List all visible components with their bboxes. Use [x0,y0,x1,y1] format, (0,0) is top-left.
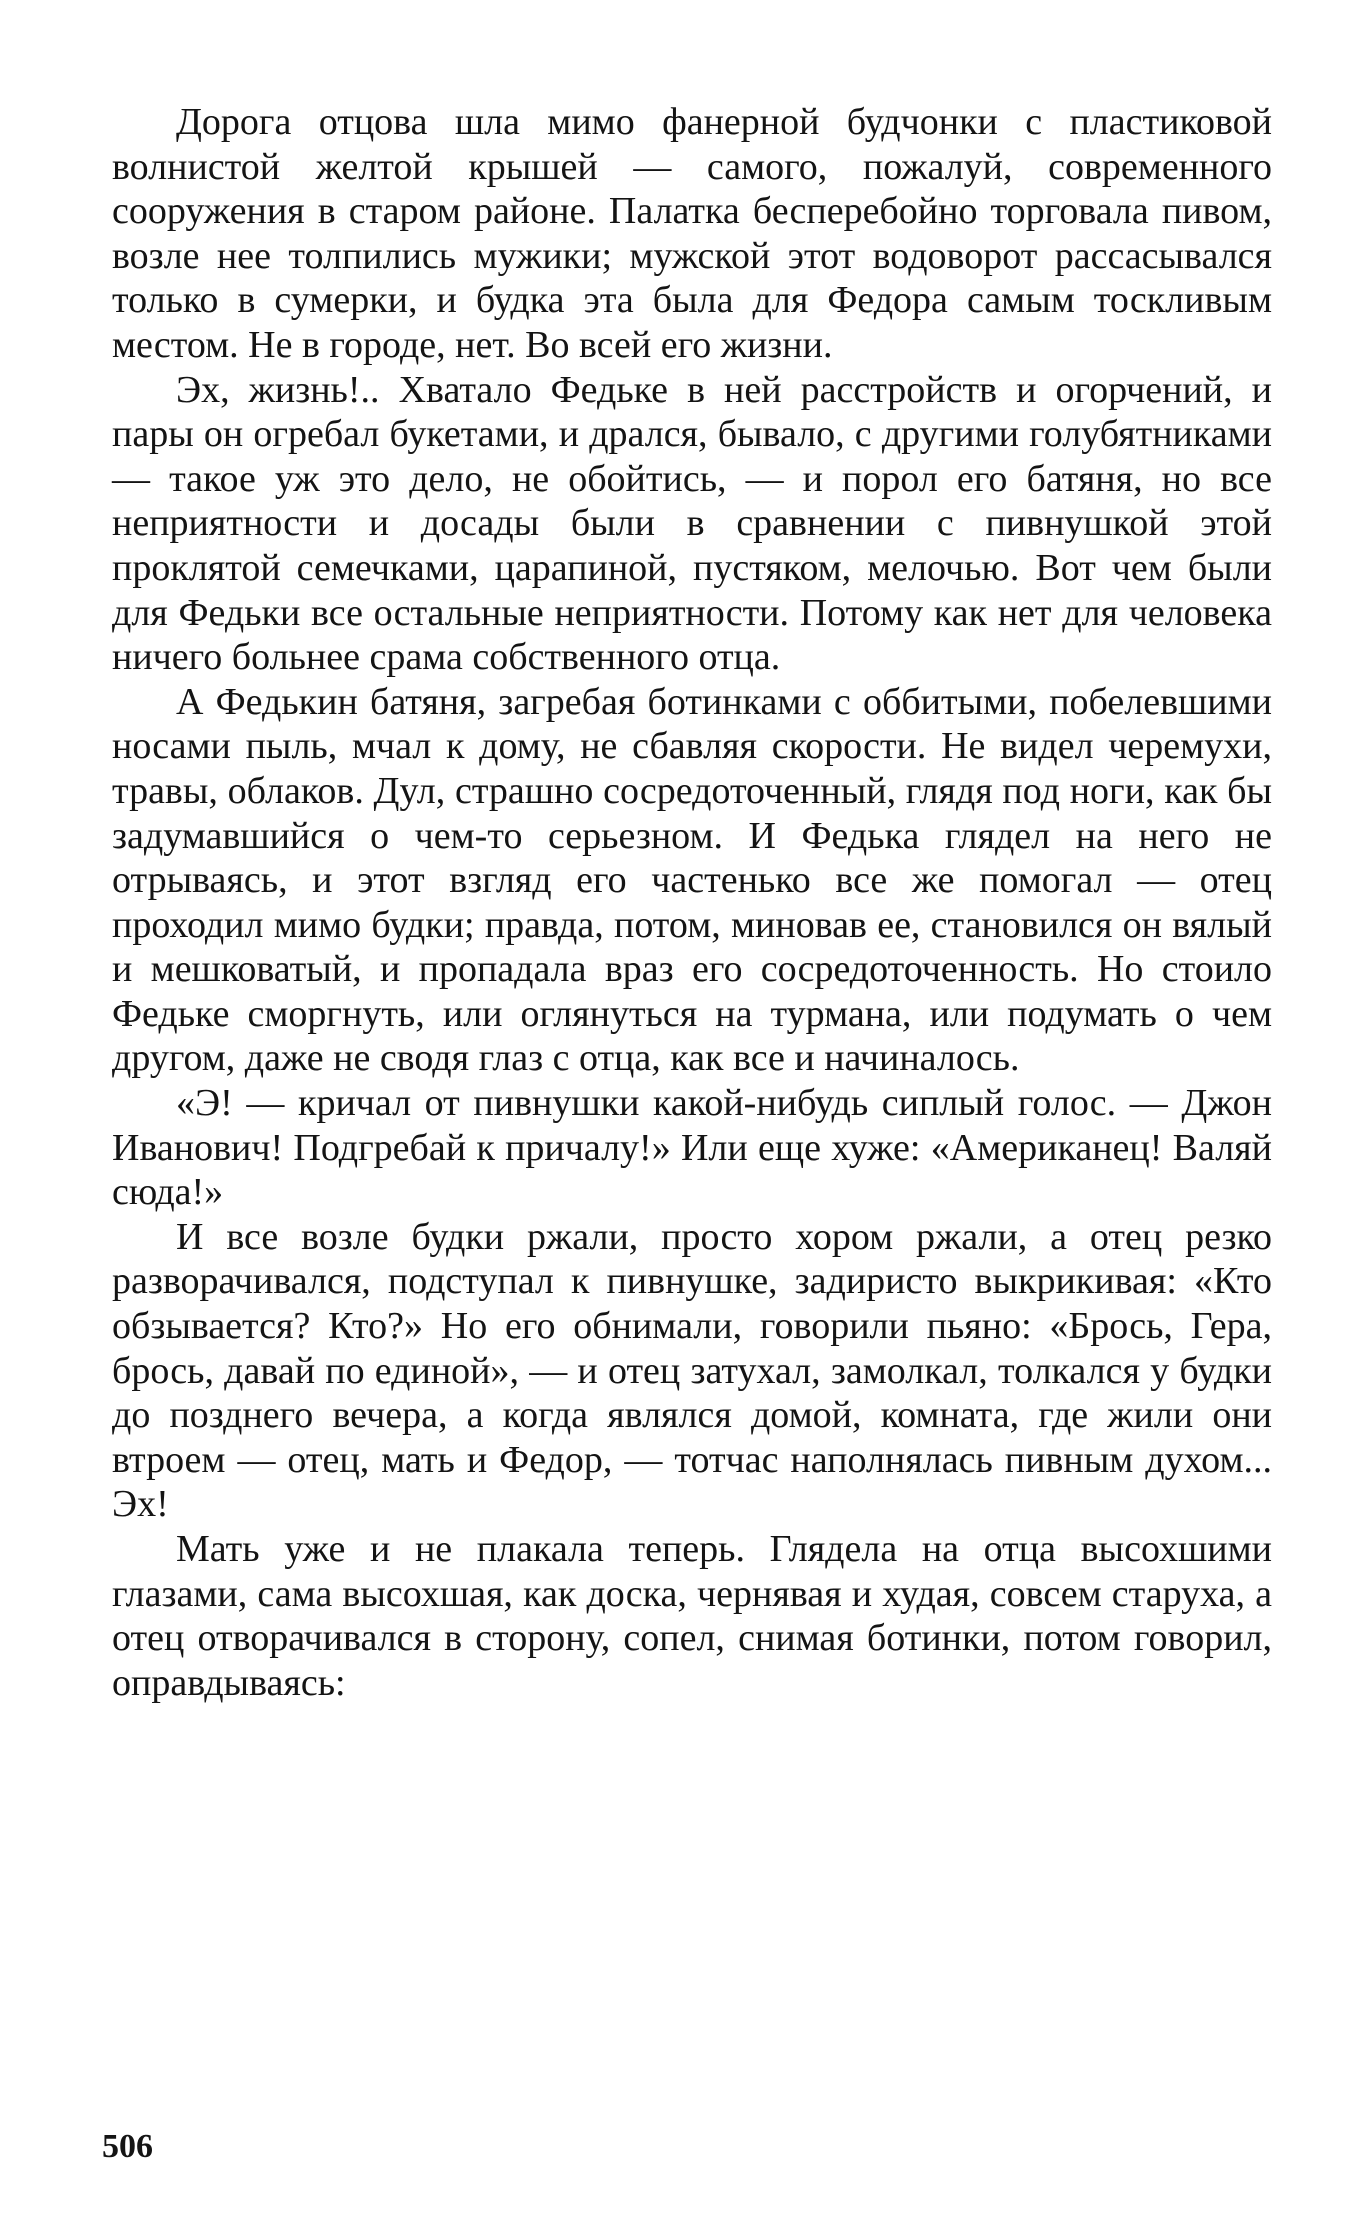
paragraph: И все возле будки ржали, просто хором ржали, а отец резко разворачивался, подступал к пивнушке, задиристо выкрикивая: «Кто обзывается? Кто?» Но его обнимали, говорили пьяно: «Брось, Гера, брось, давай по единой», — и отец затухал, замолкал, толкался у будки до позднего вечера, а когда являлся домой, комната, где жили они втроем — отец, мать и Федор, — тотчас наполнялась пивным духом... Эх! [112,1215,1272,1526]
book-page-text [112,100,1272,1705]
paragraph: Эх, жизнь!.. Хватало Федьке в ней расстройств и огорчений, и пары он огребал букетами, и дрался, бывало, с другими голубятниками — такое уж это дело, не обойтись, — и порол его батяня, но все неприятности и досады были в сравнении с пивнушкой этой проклятой семечками, царапиной, пустяком, мелочью. Вот чем были для Федьки все остальные неприятности. Потому как нет для человека ничего больнее срама собственного отца. [112,368,1272,679]
paragraph: Мать уже и не плакала теперь. Глядела на отца высохшими глазами, сама высохшая, как доска, чернявая и худая, совсем старуха, а отец отворачивался в сторону, сопел, снимая ботинки, потом говорил, оправдываясь: [112,1528,1272,1704]
paragraph: А Федькин батяня, загребая ботинками с оббитыми, побелевшими носами пыль, мчал к дому, не сбавляя скорости. Не видел черемухи, травы, облаков. Дул, страшно сосредоточенный, глядя под ноги, как бы задумавшийся о чем-то серьезном. И Федька глядел на него не отрываясь, и этот взгляд его частенько все же помогал — отец проходил мимо будки; правда, потом, миновав ее, становился он вялый и мешковатый, и пропадала враз его сосредоточенность. Но стоило Федьке сморгнуть, или оглянуться на турмана, или подумать о чем другом, даже не сводя глаз с отца, как все и начиналось. [112,680,1272,1080]
paragraph: «Э! — кричал от пивнушки какой-нибудь сиплый голос. — Джон Иванович! Подгребай к причалу!» Или еще хуже: «Американец! Валяй сюда!» [112,1082,1272,1214]
paragraph: Дорога отцова шла мимо фанерной будчонки с пластиковой волнистой желтой крышей — самого, пожалуй, современного сооружения в старом районе. Палатка бесперебойно торговала пивом, возле нее толпились мужики; мужской этот водоворот рассасывался только в сумерки, и будка эта была для Федора самым тоскливым местом. Не в городе, нет. Во всей его жизни. [112,101,1272,366]
page-number: 506 [102,2128,153,2165]
